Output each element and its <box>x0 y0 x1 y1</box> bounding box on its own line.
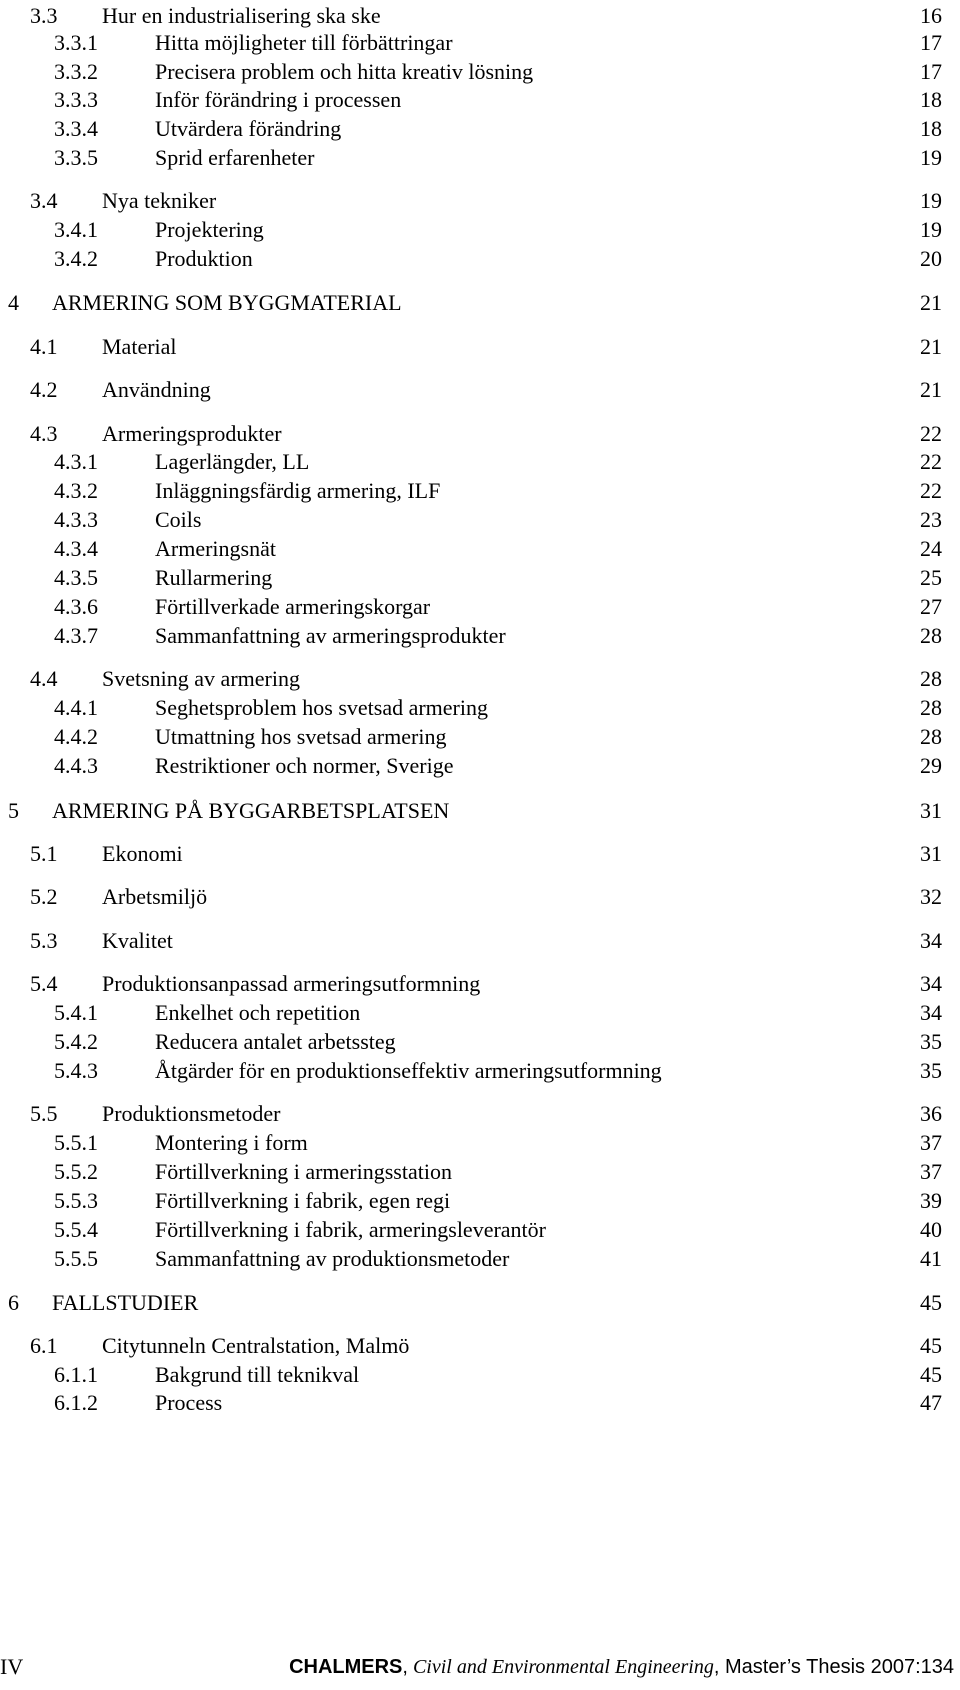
toc-entry-page: 39 <box>920 1188 942 1213</box>
toc-entry-number: 3.3.2 <box>54 59 98 84</box>
toc-entry-number: 3.3.5 <box>54 145 98 170</box>
toc-entry[interactable] <box>0 185 960 217</box>
toc-entry-number: 4.3.7 <box>54 623 98 648</box>
toc-entry-title: Material <box>102 334 177 359</box>
toc-entry-number: 4.3 <box>30 421 58 446</box>
toc-entry-number: 4.3.1 <box>54 449 98 474</box>
toc-entry-page: 34 <box>920 971 942 996</box>
toc-entry-number: 3.3 <box>30 3 58 28</box>
toc-entry[interactable] <box>0 27 960 59</box>
toc-entry-title: Sammanfattning av armeringsprodukter <box>155 623 506 648</box>
toc-entry-number: 3.3.3 <box>54 87 98 112</box>
toc-entry-number: 4.3.3 <box>54 507 98 532</box>
toc-entry-page: 28 <box>920 724 942 749</box>
toc-entry-title: Produktionsanpassad armeringsutformning <box>102 971 481 996</box>
toc-entry-title: Kvalitet <box>102 928 173 953</box>
toc-entry-title: Lagerlängder, LL <box>155 449 310 474</box>
toc-entry-page: 37 <box>920 1130 942 1155</box>
toc-entry-page: 23 <box>920 507 942 532</box>
toc-entry-page: 40 <box>920 1217 942 1242</box>
toc-entry-number: 5.5.5 <box>54 1246 98 1271</box>
toc-entry-page: 37 <box>920 1159 942 1184</box>
toc-entry-page: 29 <box>920 753 942 778</box>
toc-entry-title: Förtillverkade armeringskorgar <box>155 594 431 619</box>
toc-entry[interactable] <box>0 331 960 363</box>
page-footer <box>0 1650 960 1690</box>
toc-entry-page: 21 <box>920 334 942 359</box>
toc-entry-page: 22 <box>920 478 942 503</box>
toc-entry-page: 35 <box>920 1058 942 1083</box>
toc-entry-number: 5 <box>8 798 19 823</box>
toc-entry-title: Förtillverkning i fabrik, armeringsleverantör <box>155 1217 546 1242</box>
footer-separator: , <box>402 1656 408 1678</box>
toc-entry-page: 24 <box>920 536 942 561</box>
toc-entry-page: 45 <box>920 1362 942 1387</box>
toc-entry-title: Reducera antalet arbetssteg <box>155 1029 396 1054</box>
toc-entry-title: Precisera problem och hitta kreativ lösning <box>155 59 534 84</box>
toc-entry-number: 3.3.4 <box>54 116 98 141</box>
toc-entry-number: 4.4.1 <box>54 695 98 720</box>
toc-entry-page: 45 <box>920 1290 942 1315</box>
toc-entry[interactable] <box>0 1185 960 1217</box>
toc-entry-number: 5.5.2 <box>54 1159 98 1184</box>
toc-entry-title: Förtillverkning i fabrik, egen regi <box>155 1188 451 1213</box>
toc-entry[interactable] <box>0 795 960 827</box>
toc-entry[interactable] <box>0 533 960 565</box>
toc-entry-page: 17 <box>920 30 942 55</box>
toc-entry-title: Sammanfattning av produktionsmetoder <box>155 1246 510 1271</box>
toc-entry-title: Hitta möjligheter till förbättringar <box>155 30 453 55</box>
toc-entry-title: Armeringsnät <box>155 536 276 561</box>
toc-entry-number: 5.4.2 <box>54 1029 98 1054</box>
toc-entry-number: 4.3.5 <box>54 565 98 590</box>
toc-entry[interactable] <box>0 504 960 536</box>
toc-entry[interactable] <box>0 475 960 507</box>
toc-entry-number: 3.4.1 <box>54 217 98 242</box>
toc-entry[interactable] <box>0 1214 960 1246</box>
toc-entry[interactable] <box>0 591 960 623</box>
toc-entry-page: 18 <box>920 87 942 112</box>
toc-entry[interactable] <box>0 1387 960 1419</box>
toc-entry-page: 36 <box>920 1101 942 1126</box>
toc-entry-page: 31 <box>920 798 942 823</box>
toc-entry-number: 5.4.3 <box>54 1058 98 1083</box>
toc-entry[interactable] <box>0 142 960 174</box>
toc-entry-number: 4.4 <box>30 666 58 691</box>
toc-entry-number: 5.4.1 <box>54 1000 98 1025</box>
toc-entry[interactable] <box>0 1055 960 1087</box>
toc-entry-title: Produktionsmetoder <box>102 1101 281 1126</box>
toc-entry[interactable] <box>0 620 960 652</box>
toc-entry-title: Citytunneln Centralstation, Malmö <box>102 1333 410 1358</box>
toc-entry-title: Armeringsprodukter <box>102 421 282 446</box>
toc-entry-page: 18 <box>920 116 942 141</box>
toc-entry-page: 19 <box>920 217 942 242</box>
toc-entry-number: 4.3.6 <box>54 594 98 619</box>
footer-brand: CHALMERS <box>289 1656 403 1678</box>
toc-entry-title: Förtillverkning i armeringsstation <box>155 1159 452 1184</box>
toc-entry-number: 6.1 <box>30 1333 58 1358</box>
toc-entry[interactable] <box>0 692 960 724</box>
toc-entry-page: 34 <box>920 928 942 953</box>
toc-entry[interactable] <box>0 721 960 753</box>
toc-entry-page: 20 <box>920 246 942 271</box>
toc-entry-page: 34 <box>920 1000 942 1025</box>
toc-entry-number: 6.1.2 <box>54 1390 98 1415</box>
toc-entry-page: 27 <box>920 594 942 619</box>
toc-entry-page: 19 <box>920 188 942 213</box>
toc-entry-title: Hur en industrialisering ska ske <box>102 3 381 28</box>
toc-entry[interactable] <box>0 881 960 913</box>
toc-entry-number: 4.2 <box>30 377 58 402</box>
toc-entry[interactable] <box>0 1243 960 1275</box>
page-folio: IV <box>0 1654 24 1679</box>
toc-entry-title: Utmattning hos svetsad armering <box>155 724 447 749</box>
footer-citation <box>289 1656 954 1679</box>
toc-entry[interactable] <box>0 1098 960 1130</box>
toc-entry-number: 5.4 <box>30 971 58 996</box>
toc-entry-number: 5.5.4 <box>54 1217 98 1242</box>
toc-entry[interactable] <box>0 968 960 1000</box>
toc-entry-number: 4.3.4 <box>54 536 98 561</box>
toc-entry-title: Inläggningsfärdig armering, ILF <box>155 478 441 503</box>
toc-entry-number: 5.3 <box>30 928 58 953</box>
toc-entry-number: 4.4.3 <box>54 753 98 778</box>
toc-entry-title: Utvärdera förändring <box>155 116 342 141</box>
toc-entry-number: 4.3.2 <box>54 478 98 503</box>
toc-entry-number: 5.2 <box>30 884 58 909</box>
toc-entry-title: Arbetsmiljö <box>102 884 208 909</box>
toc-entry-page: 19 <box>920 145 942 170</box>
toc-entry-page: 32 <box>920 884 942 909</box>
toc-entry[interactable] <box>0 1330 960 1362</box>
toc-entry-title: Nya tekniker <box>102 188 217 213</box>
toc-entry-title: ARMERING SOM BYGGMATERIAL <box>52 290 402 315</box>
toc-entry-page: 22 <box>920 421 942 446</box>
toc-entry-title: Åtgärder för en produktionseffektiv armeringsutformning <box>155 1058 662 1083</box>
toc-entry-page: 16 <box>920 3 942 28</box>
toc-entry-number: 4 <box>8 290 19 315</box>
toc-entry[interactable] <box>0 113 960 145</box>
toc-entry[interactable] <box>0 750 960 782</box>
toc-entry-title: Enkelhet och repetition <box>155 1000 361 1025</box>
toc-entry-title: Inför förändring i processen <box>155 87 402 112</box>
toc-entry-title: Sprid erfarenheter <box>155 145 315 170</box>
toc-entry-title: Process <box>155 1390 223 1415</box>
toc-entry-number: 5.5.1 <box>54 1130 98 1155</box>
toc-entry-page: 22 <box>920 449 942 474</box>
toc-entry-number: 3.4 <box>30 188 58 213</box>
toc-entry[interactable] <box>0 446 960 478</box>
toc-entry-number: 5.5 <box>30 1101 58 1126</box>
toc-entry[interactable] <box>0 214 960 246</box>
toc-entry-title: FALLSTUDIER <box>52 1290 199 1315</box>
toc-entry-page: 28 <box>920 666 942 691</box>
toc-entry[interactable] <box>0 1156 960 1188</box>
toc-entry-title: Rullarmering <box>155 565 273 590</box>
toc-entry-title: Ekonomi <box>102 841 183 866</box>
toc-entry[interactable] <box>0 663 960 695</box>
toc-entry-number: 3.4.2 <box>54 246 98 271</box>
toc-entry-title: Projektering <box>155 217 264 242</box>
toc-entry-title: ARMERING PÅ BYGGARBETSPLATSEN <box>52 798 450 823</box>
toc-entry-page: 28 <box>920 695 942 720</box>
footer-thesis: , Master’s Thesis 2007:134 <box>713 1656 954 1678</box>
toc-entry-number: 5.5.3 <box>54 1188 98 1213</box>
toc-entry[interactable] <box>0 84 960 116</box>
toc-entry-number: 3.3.1 <box>54 30 98 55</box>
toc-entry-title: Montering i form <box>155 1130 308 1155</box>
toc-entry-title: Användning <box>102 377 211 402</box>
toc-entry-page: 47 <box>920 1390 942 1415</box>
toc-entry-title: Bakgrund till teknikval <box>155 1362 360 1387</box>
toc-entry-number: 4.1 <box>30 334 58 359</box>
toc-entry[interactable] <box>0 562 960 594</box>
toc-entry-title: Restriktioner och normer, Sverige <box>155 753 454 778</box>
toc-entry-page: 17 <box>920 59 942 84</box>
toc-entry-page: 35 <box>920 1029 942 1054</box>
toc-entry-number: 6.1.1 <box>54 1362 98 1387</box>
footer-department: Civil and Environmental Engineering <box>412 1656 714 1678</box>
toc-entry-page: 31 <box>920 841 942 866</box>
toc-entry-title: Produktion <box>155 246 253 271</box>
toc-entry-number: 6 <box>8 1290 19 1315</box>
toc-entry[interactable] <box>0 1026 960 1058</box>
toc-entry-number: 4.4.2 <box>54 724 98 749</box>
toc-entry-title: Seghetsproblem hos svetsad armering <box>155 695 488 720</box>
toc-entry-number: 5.1 <box>30 841 58 866</box>
toc-entry-page: 45 <box>920 1333 942 1358</box>
toc-entry-page: 28 <box>920 623 942 648</box>
toc-entry[interactable] <box>0 374 960 406</box>
toc-entry-page: 21 <box>920 377 942 402</box>
toc-entry[interactable] <box>0 997 960 1029</box>
toc-entry-page: 25 <box>920 565 942 590</box>
toc-entry[interactable] <box>0 287 960 319</box>
toc-entry[interactable] <box>0 838 960 870</box>
toc-entry[interactable] <box>0 243 960 275</box>
toc-entry[interactable] <box>0 1127 960 1159</box>
toc-entry-title: Svetsning av armering <box>102 666 300 691</box>
toc-entry-page: 21 <box>920 290 942 315</box>
toc-entry[interactable] <box>0 1287 960 1319</box>
toc-entry-page: 41 <box>920 1246 942 1271</box>
toc-entry-title: Coils <box>155 507 202 532</box>
toc-entry[interactable] <box>0 925 960 957</box>
